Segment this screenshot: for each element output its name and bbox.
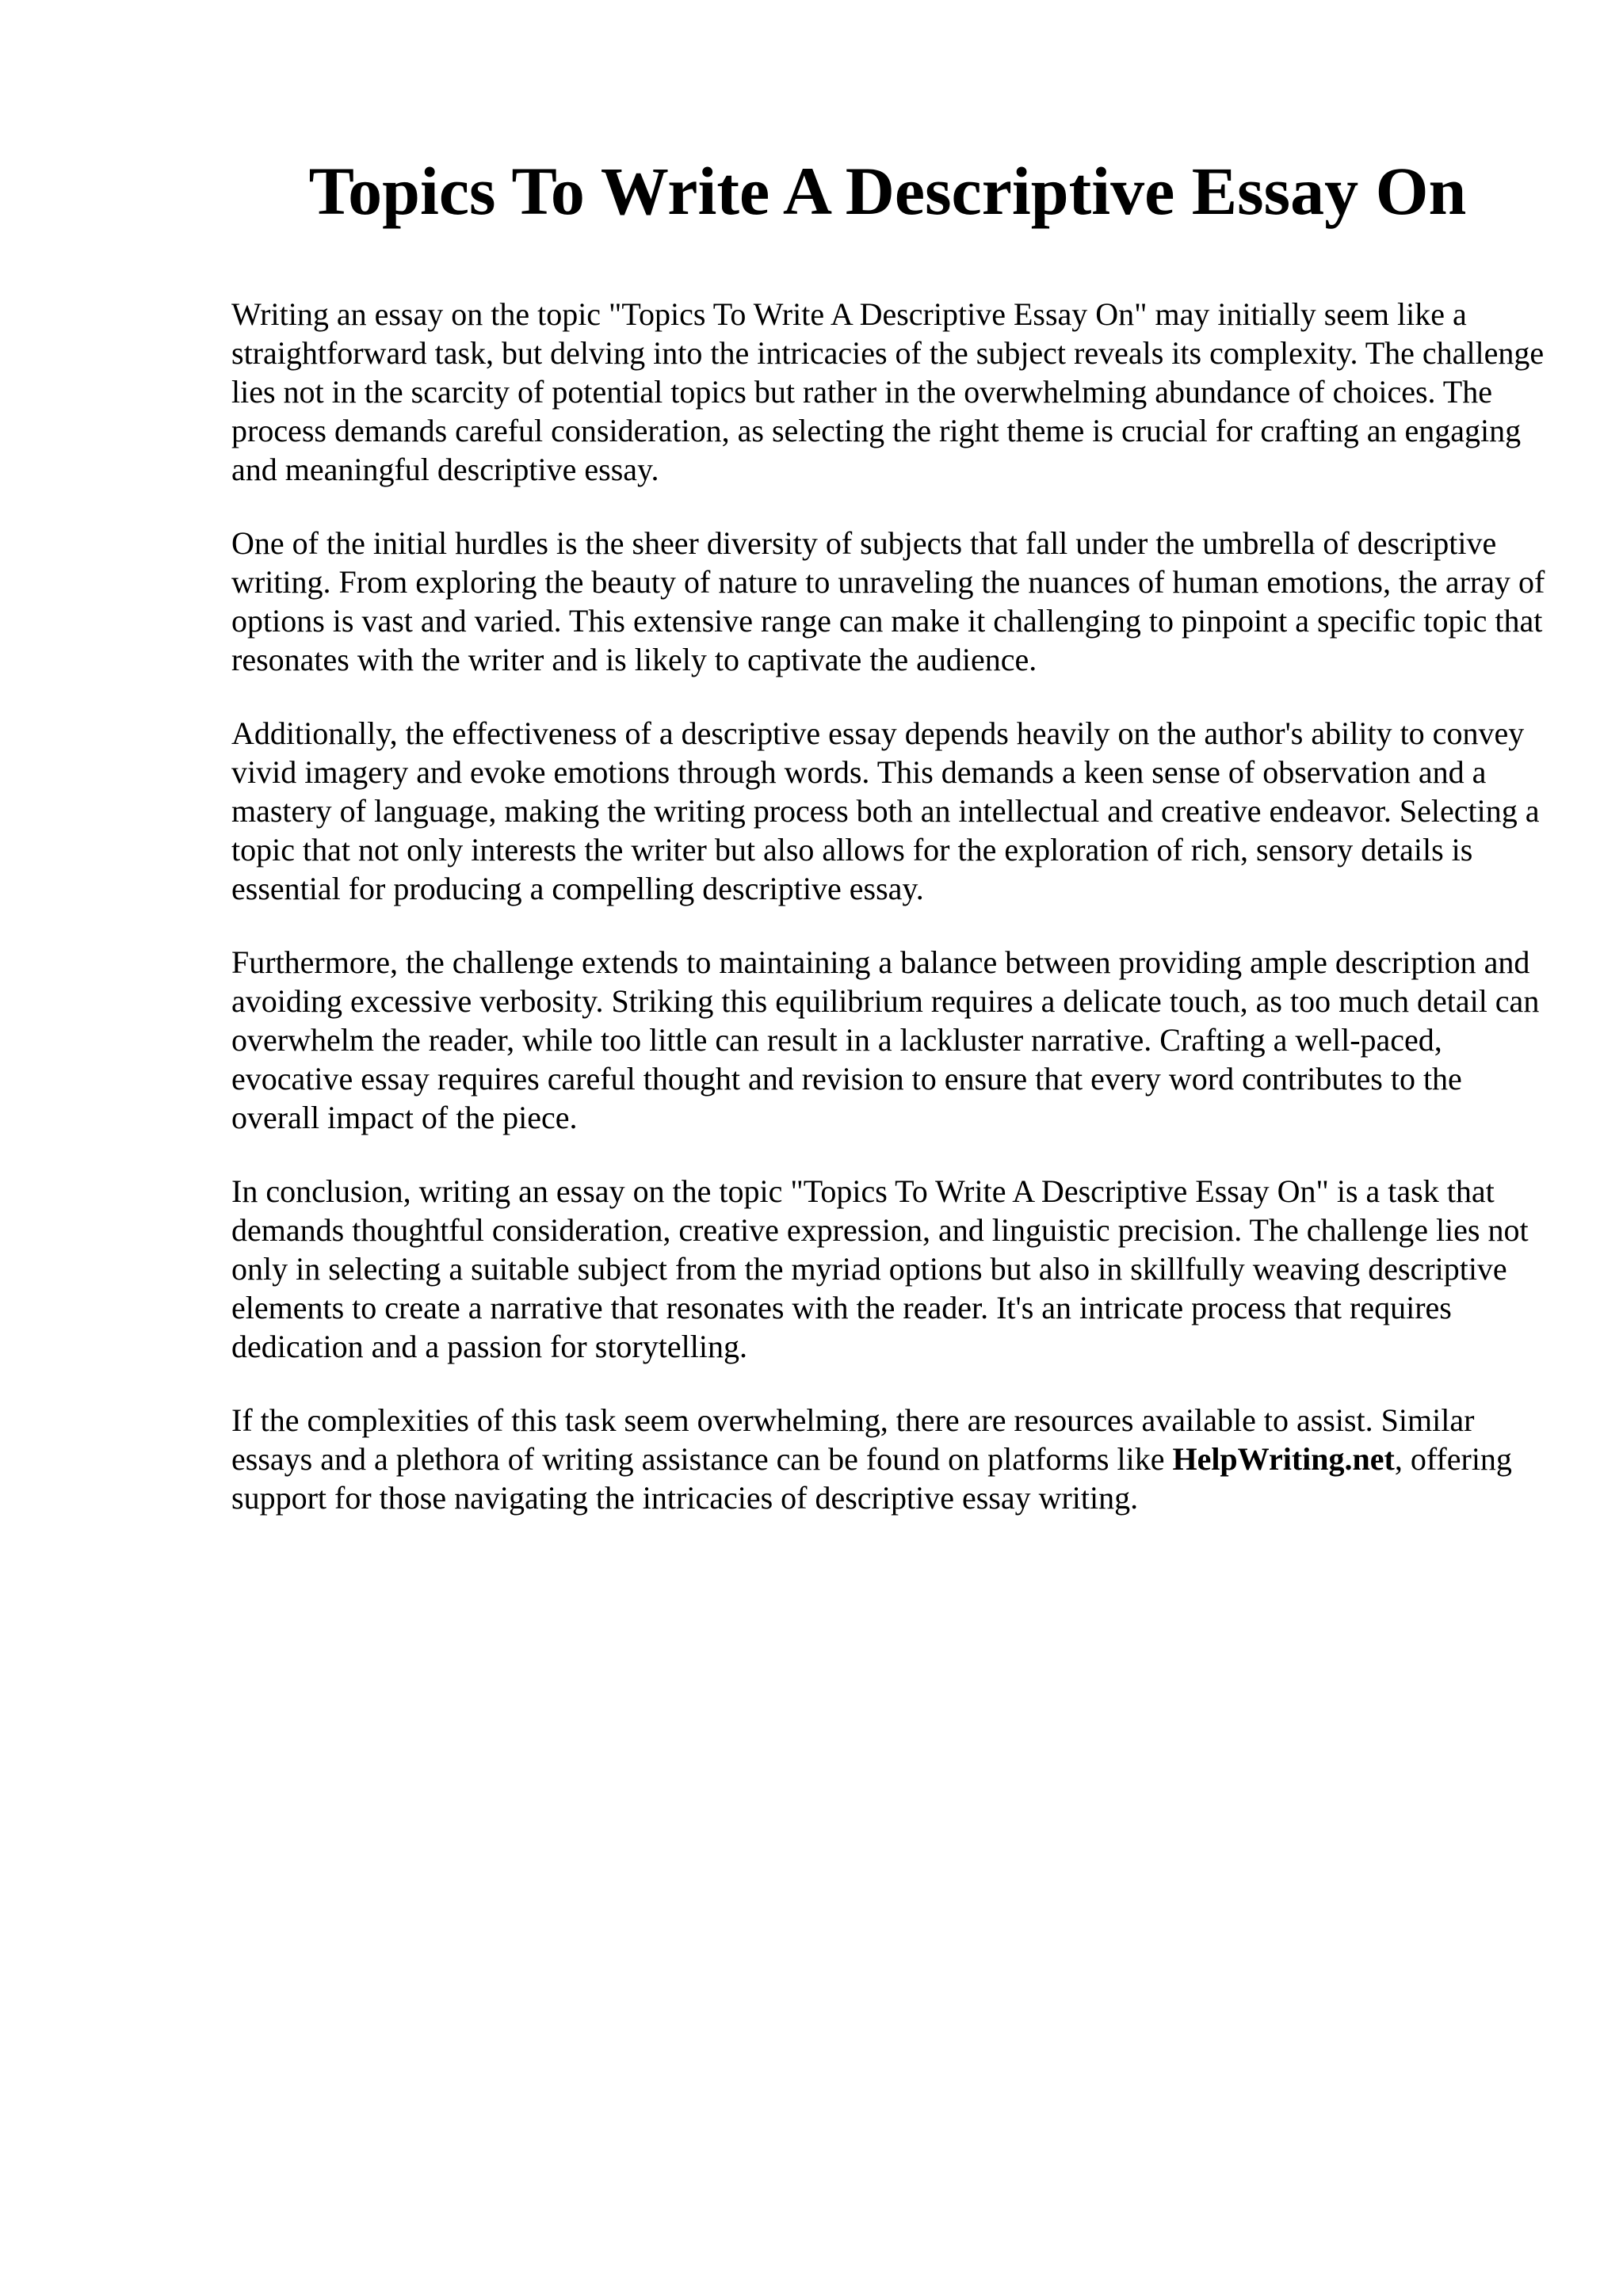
paragraph-2: One of the initial hurdles is the sheer diversity of subjects that fall under the umbrella of descriptive writing. From exploring the beauty of nature to unraveling the nuances of human emotions, the array of options is vast and varied. This extensive range can make it challenging to pinpoint a specific topic that resonates with the writer and is likely to captivate the audience. <box>231 525 1545 677</box>
helpwriting-brand-text: HelpWriting.net <box>1172 1441 1395 1477</box>
paragraph-6-text-after: , offering support for those navigating the intricacies of descriptive essay writing. <box>231 1441 1512 1516</box>
paragraph-4: Furthermore, the challenge extends to maintaining a balance between providing ample description and avoiding excessive verbosity. Striking this equilibrium requires a delicate touch, as too much detail can overwhelm the reader, while too little can result in a lackluster narrative. Crafting a well-paced, evocative essay requires careful thought and revision to ensure that every word contributes to the overall impact of the piece. <box>231 944 1540 1135</box>
document-body <box>231 295 1553 1517</box>
paragraph-5: In conclusion, writing an essay on the topic "Topics To Write A Descriptive Essay On" is a task that demands thoughtful consideration, creative expression, and linguistic precision. The challenge lies not only in selecting a suitable subject from the myriad options but also in skillfully weaving descriptive elements to create a narrative that resonates with the reader. It's an intricate process that requires dedication and a passion for storytelling. <box>231 1173 1529 1364</box>
paragraph-1: Writing an essay on the topic "Topics To Write A Descriptive Essay On" may initially seem like a straightforward task, but delving into the intricacies of the subject reveals its complexity. The challenge lies not in the scarcity of potential topics but rather in the overwhelming abundance of choices. The process demands careful consideration, as selecting the right theme is crucial for crafting an engaging and meaningful descriptive essay. <box>231 296 1545 487</box>
paragraph-6-text-before: If the complexities of this task seem overwhelming, there are resources available to assist. Similar essays and a plethora of writing assistance can be found on platforms like <box>231 1402 1475 1477</box>
document-title: Topics To Write A Descriptive Essay On <box>308 153 1467 229</box>
paragraph-3: Additionally, the effectiveness of a descriptive essay depends heavily on the author's ability to convey vivid imagery and evoke emotions through words. This demands a keen sense of observation and a mastery of language, making the writing process both an intellectual and creative endeavor. Selecting a topic that not only interests the writer but also allows for the exploration of rich, sensory details is essential for producing a compelling descriptive essay. <box>231 715 1540 906</box>
paragraph-6 <box>231 1401 1553 1517</box>
